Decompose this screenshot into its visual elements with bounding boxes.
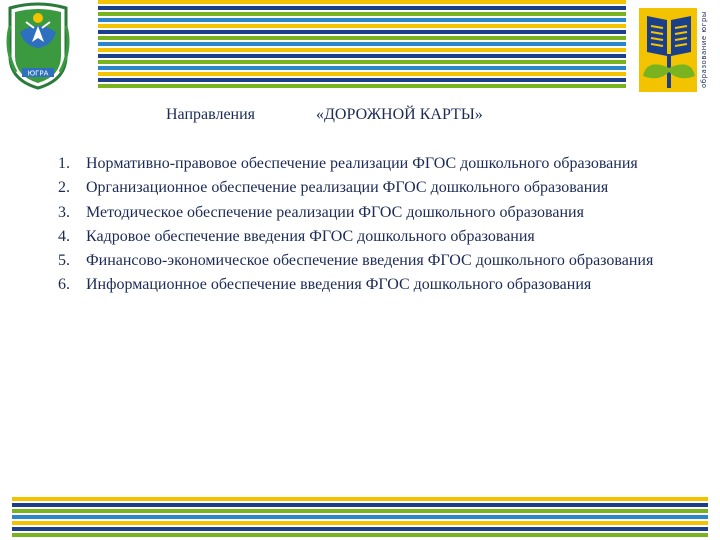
- item-text: Методическое обеспечение реализации ФГОС дошкольного образования: [86, 203, 584, 221]
- list-item: [58, 249, 658, 273]
- list-item: [58, 273, 658, 297]
- item-text: Кадровое обеспечение введения ФГОС дошкольного образования: [86, 227, 535, 245]
- title-part-directions: Направления: [166, 106, 256, 123]
- list-item: [58, 201, 658, 225]
- list-item: [58, 176, 658, 200]
- edu-logo-caption: образование югры: [700, 11, 708, 89]
- item-number: 3.: [58, 203, 70, 221]
- open-book-sprout-icon: [637, 6, 701, 94]
- bottom-stripes: [12, 497, 708, 538]
- item-number: 1.: [58, 155, 70, 172]
- item-text: Нормативно-правовое обеспечение реализации ФГОС дошкольного образования: [86, 155, 638, 172]
- page-title: [0, 106, 720, 128]
- item-number: 6.: [58, 276, 70, 294]
- item-text: Организационное обеспечение реализации ФГОС дошкольного образования: [86, 179, 609, 197]
- item-text: Информационное обеспечение введения ФГОС дошкольного образования: [86, 276, 592, 294]
- item-number: 4.: [58, 227, 70, 245]
- item-number: 2.: [58, 179, 70, 197]
- item-text: Финансово-экономическое обеспечение введения ФГОС дошкольного образования: [86, 252, 654, 270]
- list-item: [58, 225, 658, 249]
- item-number: 5.: [58, 252, 70, 270]
- directions-list: [58, 152, 658, 298]
- list-item: [58, 152, 658, 176]
- title-part-roadmap: «ДОРОЖНОЙ КАРТЫ»: [316, 106, 483, 123]
- top-stripes: [98, 0, 626, 92]
- coat-of-arms-icon: [6, 2, 70, 90]
- emblem-text: ЮГРА: [27, 69, 49, 78]
